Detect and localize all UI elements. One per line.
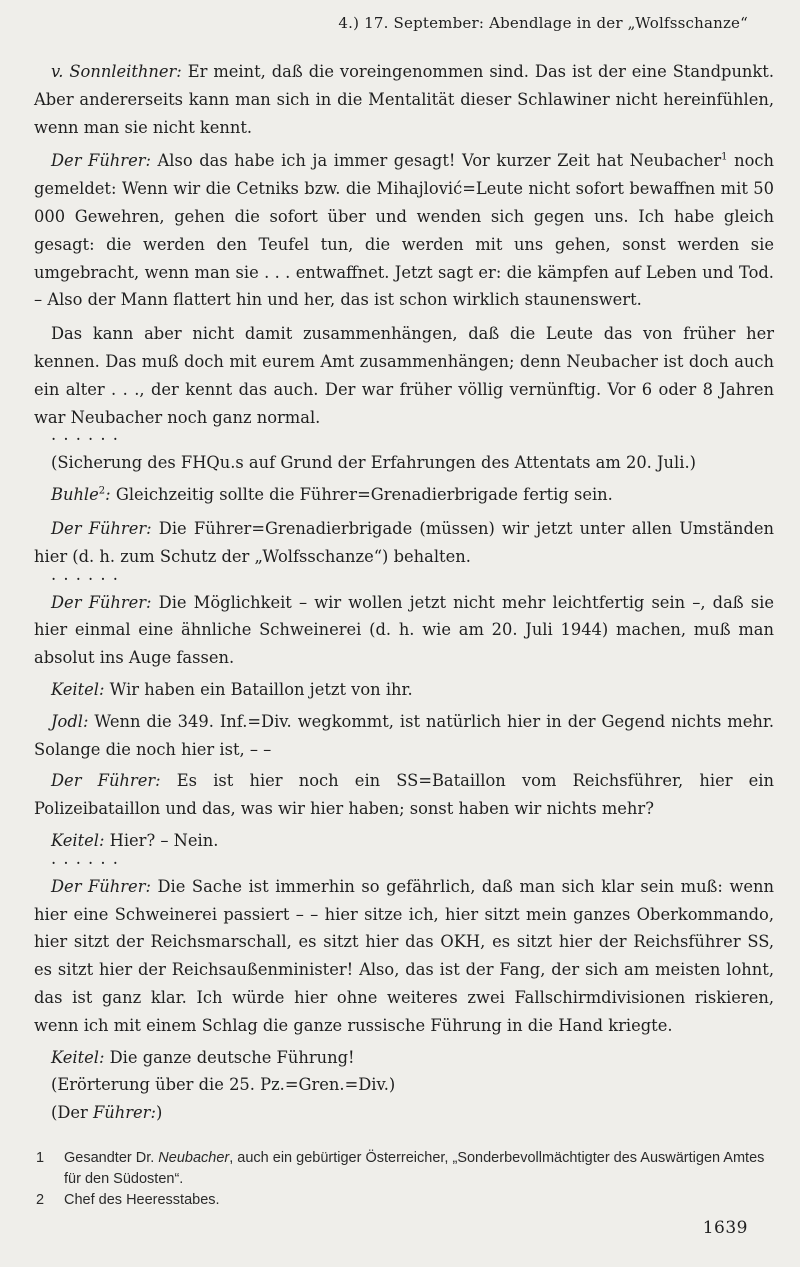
- speaker-colon: :: [105, 485, 111, 505]
- paragraph: [34, 676, 774, 704]
- paragraph-text: Wenn die 349. Inf.=Div. wegkommt, ist natürlich hier in der Gegend nichts mehr. Solange die noch hier ist, – –: [34, 711, 774, 759]
- paragraph: [34, 147, 774, 314]
- footnote: [34, 1190, 774, 1211]
- speaker-name: Keitel:: [51, 679, 105, 699]
- body-text: [34, 58, 774, 1127]
- paragraph-text: Die Führer=Grenadierbrigade (müssen) wir jetzt unter allen Umständen hier (d. h. zum Schutz der „Wolfsschanze“) behalten.: [34, 518, 774, 566]
- ellipsis-break: . . . . . .: [51, 848, 119, 868]
- paragraph: [34, 1099, 774, 1127]
- ellipsis-break: . . . . . .: [51, 564, 119, 584]
- footnote-text: , auch ein gebürtiger Österreicher, „Sonderbevollmächtigter des Auswärtigen Amtes für den Südosten“.: [64, 1150, 765, 1187]
- running-head: 4.) 17. September: Abendlage in der „Wolfsschanze“: [338, 14, 748, 32]
- speaker-name: Führer:: [93, 1103, 156, 1123]
- paragraph-text: (Sicherung des FHQu.s auf Grund der Erfahrungen des Attentats am 20. Juli.): [51, 453, 696, 473]
- footnote: [34, 1148, 774, 1190]
- speaker-name: Jodl:: [51, 711, 89, 731]
- paragraph-text: Die Sache ist immerhin so gefährlich, daß man sich klar sein muß: wenn hier eine Schweinerei passiert – – hier sitze ich, hier sitzt mein ganzes Oberkommando, hier sitzt der Reichsmarschall, es sitzt hier das OKH, es sitzt hier der Reichsführer SS, es sitzt hier der Reichsaußenminister! Also, das ist der Fang, der sich am meisten lohnt, das ist ganz klar. Ich würde hier ohne weiteres zwei Fallschirmdivisionen riskieren, wenn ich mit einem Schlag die ganze russische Führung in die Hand kriegte.: [34, 876, 774, 1035]
- speaker-name: Der Führer:: [51, 151, 151, 171]
- paragraph-text: (Der: [51, 1103, 93, 1123]
- speaker-name: Der Führer:: [51, 518, 152, 538]
- footnote-number: 2: [36, 1192, 45, 1208]
- footnote-text: Chef des Heeresstabes.: [64, 1192, 220, 1208]
- paragraph-text: (Erörterung über die 25. Pz.=Gren.=Div.): [51, 1075, 396, 1095]
- paragraph: [34, 58, 774, 141]
- paragraph-text: Wir haben ein Bataillon jetzt von ihr.: [104, 679, 413, 699]
- paragraph: [34, 589, 774, 672]
- paragraph: [34, 708, 774, 764]
- paragraph-text: Er meint, daß die voreingenommen sind. Das ist der eine Standpunkt. Aber andererseits kann man sich in die Mentalität dieser Schlawiner nicht hereinfühlen, wenn man sie nicht kennt.: [34, 62, 774, 137]
- footnotes: [34, 1148, 774, 1211]
- footnote-marker: 1: [721, 151, 728, 163]
- speaker-name: Der Führer:: [51, 876, 151, 896]
- paragraph: [34, 320, 774, 431]
- speaker-name: Keitel:: [51, 830, 105, 850]
- footnote-number: 1: [36, 1150, 45, 1166]
- paragraph-text: ): [155, 1103, 163, 1123]
- paragraph-text: Es ist hier noch ein SS=Bataillon vom Reichsführer, hier ein Polizeibataillon und das, was wir hier haben; sonst haben wir nichts mehr?: [34, 771, 774, 819]
- paragraph-text: Gleichzeitig sollte die Führer=Grenadierbrigade fertig sein.: [110, 485, 613, 505]
- footnote-name: Neubacher: [158, 1150, 230, 1166]
- paragraph: [34, 1044, 774, 1072]
- footnote-marker: 2: [98, 485, 106, 497]
- speaker-name: Der Führer:: [51, 771, 161, 791]
- paragraph-text: Also das habe ich ja immer gesagt! Vor kurzer Zeit hat Neubacher: [150, 151, 722, 171]
- footnote-text: Gesandter Dr.: [64, 1150, 159, 1166]
- speaker-name: Keitel:: [51, 1047, 105, 1067]
- paragraph-text: Hier? – Nein.: [104, 830, 219, 850]
- speaker-name: v. Sonnleithner:: [51, 62, 182, 81]
- speaker-name: Buhle: [51, 485, 99, 505]
- speaker-name: Der Führer:: [51, 592, 152, 612]
- paragraph: [34, 1071, 774, 1099]
- paragraph: [34, 481, 774, 509]
- paragraph: [34, 767, 774, 823]
- paragraph: [34, 515, 774, 571]
- ellipsis-break: . . . . . .: [51, 425, 119, 445]
- paragraph: [34, 873, 774, 1040]
- paragraph-text: Das kann aber nicht damit zusammenhängen, daß die Leute das von früher her kennen. Das muß doch mit eurem Amt zusammenhängen; denn Neubacher ist doch auch ein alter . . ., der kennt das auch. Der war früher völlig vernünftig. Vor 6 oder 8 Jahren war Neubacher noch ganz normal.: [34, 324, 774, 427]
- paragraph: [34, 449, 774, 477]
- paragraph-text: Die ganze deutsche Führung!: [104, 1047, 355, 1067]
- paragraph-text: Die Möglichkeit – wir wollen jetzt nicht mehr leichtfertig sein –, daß sie hier einmal eine ähnliche Schweinerei (d. h. wie am 20. Juli 1944) machen, muß man absolut ins Auge fassen.: [34, 592, 774, 668]
- paragraph-text: noch gemeldet: Wenn wir die Cetniks bzw. die Mihajlović=Leute nicht sofort bewaffnen mit 50 000 Gewehren, gehen die sofort über und wenden sich gegen uns. Ich habe gleich gesagt: die werden den Teufel tun, die werden mit uns gehen, sonst werden sie umgebracht, wenn man sie . . . entwaffnet. Jetzt sagt er: die kämpfen auf Leben und Tod. – Also der Mann flattert hin und her, das ist schon wirklich staunenswert.: [34, 151, 774, 310]
- page-number: 1639: [702, 1218, 748, 1238]
